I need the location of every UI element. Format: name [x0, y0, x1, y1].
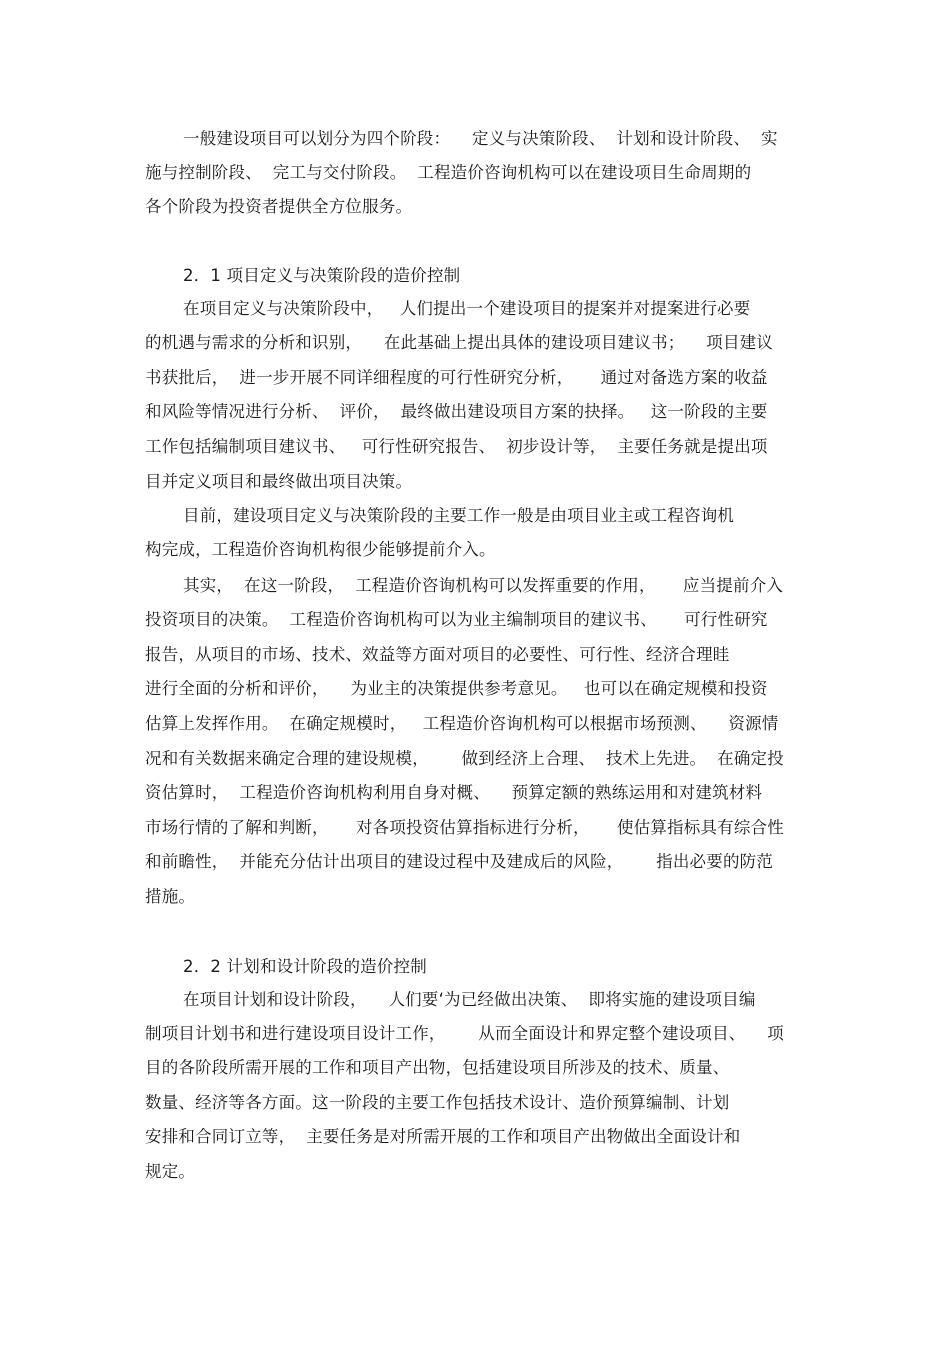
- s1-p3-line-5: 估算上发挥作用。 在确定规模时， 工程造价咨询机构可以根据市场预测、 资源情: [145, 714, 779, 733]
- s1-p2-line-1: 目前，建设项目定义与决策阶段的主要工作一般是由项目业主或工程咨询机: [183, 506, 735, 525]
- s2-p1-line-2: 制项目计划书和进行建设项目设计工作， 从而全面设计和界定整个建设项目、 项: [145, 1024, 784, 1043]
- s1-p1-line-3: 书获批后， 进一步开展不同详细程度的可行性研究分析， 通过对备选方案的收益: [145, 368, 768, 387]
- s1-p1-line-2: 的机遇与需求的分析和识别， 在此基础上提出具体的建设项目建议书； 项目建议: [145, 333, 774, 352]
- s1-p3-line-3: 报告，从项目的市场、技术、效益等方面对项目的必要性、可行性、经济合理眭: [145, 645, 730, 664]
- s1-p1-line-4: 和风险等情况进行分析、 评价， 最终做出建设项目方案的抉择。 这一阶段的主要: [145, 402, 768, 421]
- s1-p3-line-8: 市场行情的了解和判断， 对各项投资估算指标进行分析， 使估算指标具有综合性: [145, 818, 784, 837]
- s1-p1-line-6: 目并定义项目和最终做出项目决策。: [145, 472, 413, 491]
- s2-p1-line-4: 数量、经济等各方面。这一阶段的主要工作包括技术设计、造价预算编制、计划: [145, 1093, 730, 1112]
- intro-line-1: 一般建设项目可以划分为四个阶段： 定义与决策阶段、 计划和设计阶段、 实: [183, 129, 778, 148]
- s1-p3-line-10: 措施。: [145, 887, 196, 906]
- intro-line-2: 施与控制阶段、 完工与交付阶段。 工程造价咨询机构可以在建设项目生命周期的: [145, 163, 752, 182]
- s1-p1-line-1: 在项目定义与决策阶段中， 人们提出一个建设项目的提案并对提案进行必要: [183, 299, 751, 318]
- intro-line-3: 各个阶段为投资者提供全方位服务。: [145, 197, 413, 216]
- s1-p3-line-6: 况和有关数据来确定合理的建设规模， 做到经济上合理、 技术上先进。 在确定投: [145, 749, 784, 768]
- s1-p3-line-4: 进行全面的分析和评价， 为业主的决策提供参考意见。 也可以在确定规模和投资: [145, 679, 768, 698]
- s1-p3-line-1: 其实， 在这一阶段， 工程造价咨询机构可以发挥重要的作用， 应当提前介入: [183, 576, 784, 595]
- section-2-heading: 2．2 计划和设计阶段的造价控制: [183, 957, 427, 976]
- s2-p1-line-5: 安排和合同订立等， 主要任务是对所需开展的工作和项目产出物做出全面设计和: [145, 1127, 741, 1146]
- s1-p3-line-9: 和前瞻性， 并能充分估计出项目的建设过程中及建成后的风险， 指出必要的防范: [145, 852, 774, 871]
- s1-p3-line-7: 资估算时， 工程造价咨询机构利用自身对概、 预算定额的熟练运用和对建筑材料: [145, 783, 763, 802]
- s2-p1-line-6: 规定。: [145, 1162, 196, 1181]
- s2-p1-line-3: 目的各阶段所需开展的工作和项目产出物，包括建设项目所涉及的技术、质量、: [145, 1058, 730, 1077]
- s1-p1-line-5: 工作包括编制项目建议书、 可行性研究报告、 初步设计等， 主要任务就是提出项: [145, 437, 768, 456]
- s1-p2-line-2: 构完成，工程造价咨询机构很少能够提前介入。: [145, 540, 496, 559]
- s1-p3-line-2: 投资项目的决策。 工程造价咨询机构可以为业主编制项目的建议书、 可行性研究: [145, 610, 768, 629]
- section-1-heading: 2．1 项目定义与决策阶段的造价控制: [183, 266, 461, 285]
- s2-p1-line-1: 在项目计划和设计阶段， 人们要‘为已经做出决策、 即将实施的建设项目编: [183, 990, 756, 1009]
